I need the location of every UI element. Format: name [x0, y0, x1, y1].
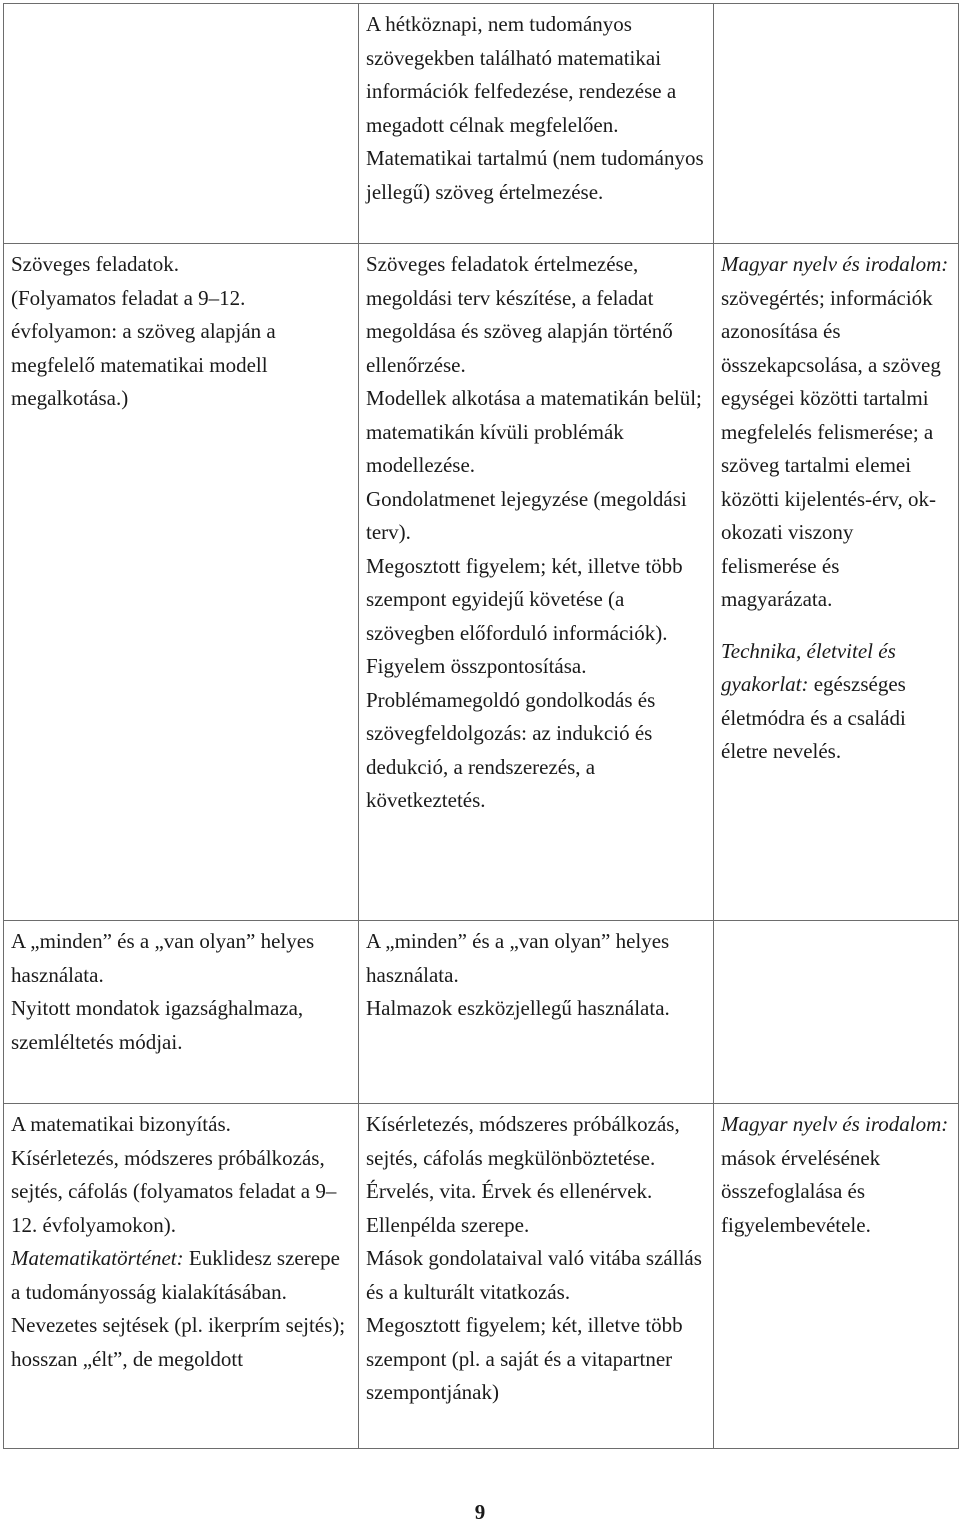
table-row — [4, 921, 959, 1104]
connection-cell — [714, 244, 959, 921]
subject-label: Magyar nyelv és irodalom: — [721, 252, 949, 276]
topic-text: (Folyamatos feladat a 9–12. évfolyamon: a szöveg alapján a megfelelő matematikai modell megalkotása.) — [11, 285, 276, 410]
topic-cell — [4, 244, 359, 921]
activity-text: Mások gondolataival való vitába szállás és a kulturált vitatkozás. — [366, 1246, 702, 1304]
activity-text: Szöveges feladatok értelmezése, megoldási terv készítése, a feladat megoldása és szöveg alapján történő ellenőrzése. — [366, 252, 673, 377]
activity-text: Kísérletezés, módszeres próbálkozás, sejtés, cáfolás megkülönböztetése. — [366, 1112, 680, 1170]
topic-cell — [4, 1104, 359, 1449]
table-row — [4, 1104, 959, 1449]
table-row — [4, 4, 959, 244]
connection-cell — [714, 1104, 959, 1449]
activity-cell — [359, 244, 714, 921]
activity-text: Modellek alkotása a matematikán belül; matematikán kívüli problémák modellezése. — [366, 386, 702, 477]
connection-text: mások érvelésének összefoglalása és figyelembevétele. — [721, 1145, 881, 1237]
activity-text: Érvelés, vita. Érvek és ellenérvek. Ellenpélda szerepe. — [366, 1179, 653, 1237]
history-block — [11, 1242, 352, 1376]
connection-block — [721, 248, 952, 617]
connection-text: szövegértés; információk azonosítása és összekapcsolása, a szöveg egységei közötti tartalmi megfelelés felismerése; a szöveg tartalmi elemei közötti kijelentés-érv, ok-okozati viszony felismerése és magyarázata. — [721, 285, 941, 611]
topic-text: Szöveges feladatok. — [11, 252, 179, 276]
history-text: Euklidesz szerepe a tudományosság kialakításában. Nevezetes sejtések (pl. ikerprím sejtés); hosszan „élt”, de megoldott — [11, 1246, 346, 1371]
topic-cell — [4, 4, 359, 244]
activity-text: Halmazok eszközjellegű használata. — [366, 996, 670, 1020]
table-row — [4, 244, 959, 921]
activity-text: Megosztott figyelem; két, illetve több szempont (pl. a saját és a vitapartner szempontjának) — [366, 1313, 683, 1404]
activity-cell — [359, 921, 714, 1104]
topic-cell — [4, 921, 359, 1104]
activity-text: Problémamegoldó gondolkodás és szövegfeldolgozás: az indukció és dedukció, a rendszerezés, a következtetés. — [366, 687, 656, 812]
topic-text: Nyitott mondatok igazsághalmaza, szemléltetés módjai. — [11, 996, 304, 1054]
page-number: 9 — [474, 1500, 486, 1524]
topic-text: A „minden” és a „van olyan” helyes használata. — [11, 929, 315, 987]
connection-block — [721, 635, 952, 769]
connection-cell — [714, 4, 959, 244]
subject-label: Matematikatörténet: — [11, 1246, 184, 1270]
subject-label: Technika, életvitel és gyakorlat: — [721, 638, 896, 696]
connection-cell — [714, 921, 959, 1104]
curriculum-table — [3, 3, 959, 1449]
activity-text: Megosztott figyelem; két, illetve több szempont egyidejű követése (a szövegben előforduló információk). Figyelem összpontosítása. — [366, 553, 683, 678]
activity-cell — [359, 4, 714, 244]
connection-block — [721, 1108, 952, 1242]
activity-text: A „minden” és a „van olyan” helyes használata. — [366, 929, 670, 987]
activity-text: A hétköznapi, nem tudományos szövegekben található matematikai információk felfedezése, rendezése a megadott célnak megfelelően. Matematikai tartalmú (nem tudományos jellegű) szöveg értelmezése. — [366, 12, 704, 204]
topic-text: Kísérletezés, módszeres próbálkozás, sejtés, cáfolás (folyamatos feladat a 9–12. évfolyamokon). — [11, 1145, 337, 1237]
activity-cell — [359, 1104, 714, 1449]
subject-label: Magyar nyelv és irodalom: — [721, 1112, 949, 1136]
connection-text: egészséges életmódra és a családi életre nevelés. — [721, 672, 906, 763]
activity-text: Gondolatmenet lejegyzése (megoldási terv). — [366, 486, 687, 544]
topic-text: A matematikai bizonyítás. — [11, 1112, 231, 1136]
